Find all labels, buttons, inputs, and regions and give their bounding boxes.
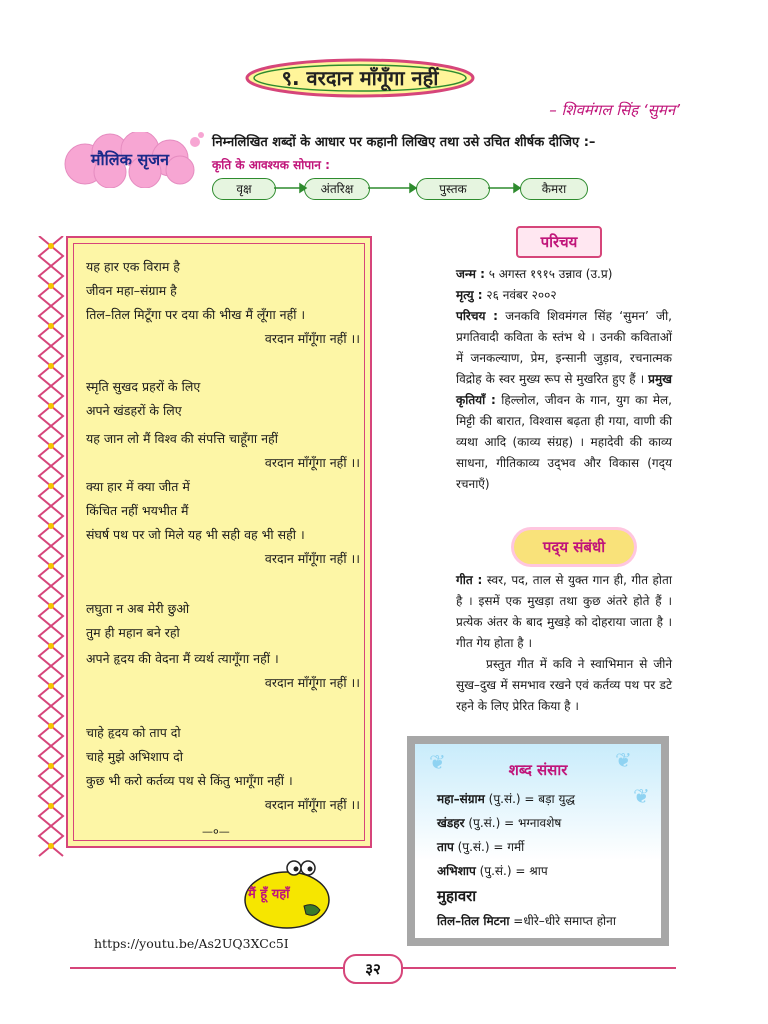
poem-line: जीवन महा–संग्राम है (86, 283, 177, 298)
page-number: ३२ (343, 954, 403, 984)
vocab-entry (437, 862, 548, 879)
vocab-pos: (पु.सं.) (479, 864, 512, 878)
poem-line: तिल–तिल मिटूँगा पर दया की भीख मैं लूँगा नहीं । (86, 307, 306, 322)
vocab-pos: (पु.सं.) (488, 792, 521, 806)
bio-label: परिचय : (456, 309, 498, 323)
bio-text: जनकवि शिवमंगल सिंह ‘सुमन’ जी, प्रगतिवादी कविता के स्तंभ थे । उनकी कविताओं में जनकल्याण, प्रेम, इन्सानी जुड़ाव, रचनात्मक विद्रोह के स्वर मुख्य रूप से मुखरित हुए हैं । (456, 309, 672, 386)
vocab-meaning: = बड़ा युद्ध (524, 792, 576, 806)
poem-end-mark: —०— (202, 825, 230, 838)
poem-line: किंचित नहीं भयभीत मैं (86, 503, 189, 518)
poem-line: तुम ही महान बने रहो (86, 625, 180, 640)
creative-writing-cloud (55, 132, 205, 188)
mascot (242, 860, 332, 930)
step-box: वृक्ष (212, 178, 276, 200)
vocab-entry (437, 790, 575, 807)
mascot-text: मैं हूँ यहाँ (248, 887, 290, 902)
geet-label: गीत : (456, 573, 483, 587)
poem-refrain: वरदान माँगूँगा नहीं ।। (264, 551, 360, 566)
vocabulary-title: शब्द संसार (508, 761, 568, 779)
step-box: अंतरिक्ष (304, 178, 370, 200)
death-label: मृत्यु : (456, 288, 483, 302)
vocab-meaning: = गर्मी (493, 840, 525, 854)
idiom-heading: मुहावरा (437, 887, 477, 905)
introduction-heading: परिचय (516, 226, 602, 258)
birth-label: जन्म : (456, 267, 485, 281)
poem-box (66, 236, 372, 848)
works-label: प्रमुख कृतियाँ : (456, 372, 672, 407)
vocab-word: खंडहर (437, 816, 465, 830)
poem-line: यह जान लो मैं विश्व की संपत्ति चाहूँगा नहीं (86, 431, 278, 446)
poem-refrain: वरदान माँगूँगा नहीं ।। (264, 331, 360, 346)
poem-refrain: वरदान माँगूँगा नहीं ।। (264, 675, 360, 690)
vocab-word: महा–संग्राम (437, 792, 485, 806)
vocab-meaning: = श्राप (515, 864, 548, 878)
idiom-meaning: =धीरे–धीरे समाप्त होना (513, 914, 616, 928)
decorative-border-pattern (34, 236, 68, 858)
butterfly-icon: ❦ (615, 748, 632, 772)
poem-line: लघुता न अब मेरी छुओ (86, 601, 190, 616)
poem-line: कुछ भी करो कर्तव्य पथ से किंतु भागूँगा नहीं । (86, 773, 293, 788)
poem-line: अपने हृदय की वेदना मैं व्यर्थ त्यागूँगा नहीं । (86, 651, 279, 666)
vocab-entry (437, 838, 524, 855)
geet-definition: स्वर, पद, ताल से युक्त गान ही, गीत होता है । इसमें एक मुखड़ा तथा कुछ अंतरे होते हैं । प्रत्येक अंतर के बाद मुखड़े को दोहराया जाता है । गीत गेय होता है । (456, 573, 672, 650)
chapter-title-banner (245, 58, 475, 98)
poem-line: स्मृति सुखद प्रहरों के लिए (86, 379, 201, 394)
poetry-related-heading: पद्‌य संबंधी (514, 530, 634, 564)
death-details: २६ नवंबर २००२ (486, 288, 557, 302)
poem-line: अपने खंडहरों के लिए (86, 403, 182, 418)
poetry-related-text (456, 570, 672, 717)
step-box: पुस्तक (416, 178, 490, 200)
author-name: – शिवमंगल सिंह ‘सुमन’ (549, 101, 680, 119)
video-link[interactable]: https://youtu.be/As2UQ3XCc5I (94, 936, 289, 951)
steps-label: कृति के आवश्यक सोपान : (212, 158, 330, 172)
poem-line: चाहे मुझे अभिशाप दो (86, 749, 183, 764)
poem-line: क्या हार में क्या जीत में (86, 479, 190, 494)
poem-line: चाहे हृदय को ताप दो (86, 725, 181, 740)
poem-line: यह हार एक विराम है (86, 259, 180, 274)
writing-instruction: निम्नलिखित शब्दों के आधार पर कहानी लिखिए तथा उसे उचित शीर्षक दीजिए :– (212, 135, 596, 150)
birth-details: ५ अगस्त १९१५ उन्नाव (उ.प्र) (488, 267, 613, 281)
chapter-title: ९. वरदान माँगूँगा नहीं (281, 66, 439, 90)
idiom-phrase: तिल–तिल मिटना (437, 914, 510, 928)
creative-writing-label: मौलिक सृजन (90, 150, 170, 169)
poem-refrain: वरदान माँगूँगा नहीं ।। (264, 797, 360, 812)
idiom-entry (437, 912, 616, 929)
vocab-pos: (पु.सं.) (468, 816, 501, 830)
poem-line: संघर्ष पथ पर जो मिले यह भी सही वह भी सही । (86, 527, 305, 542)
vocab-pos: (पु.सं.) (457, 840, 490, 854)
vocab-entry (437, 814, 561, 831)
poem-refrain: वरदान माँगूँगा नहीं ।। (264, 455, 360, 470)
step-box: कैमरा (520, 178, 588, 200)
vocab-meaning: = भग्नावशेष (504, 816, 562, 830)
vocab-word: ताप (437, 840, 454, 854)
step-arrows (274, 180, 586, 196)
poem-summary: प्रस्तुत गीत में कवि ने स्वाभिमान से जीने सुख–दुख में समभाव रखने एवं कर्तव्य पथ पर डटे रहने के लिए प्रेरित किया है । (456, 657, 672, 713)
butterfly-icon: ❦ (633, 784, 650, 808)
introduction-text (456, 264, 672, 495)
vocabulary-box (407, 736, 669, 946)
works-text: हिल्लोल, जीवन के गान, युग का मेल, मिट्टी की बारात, विश्वास बढ़ता ही गया, वाणी की व्यथा आदि (काव्य संग्रह) । महादेवी की काव्य साधना, गीतिकाव्य उद्‌भव और विकास (गद्‌य रचनाएँ) (456, 393, 672, 491)
vocabulary-inner (415, 744, 661, 938)
butterfly-icon: ❦ (429, 750, 446, 774)
vocab-word: अभिशाप (437, 864, 476, 878)
